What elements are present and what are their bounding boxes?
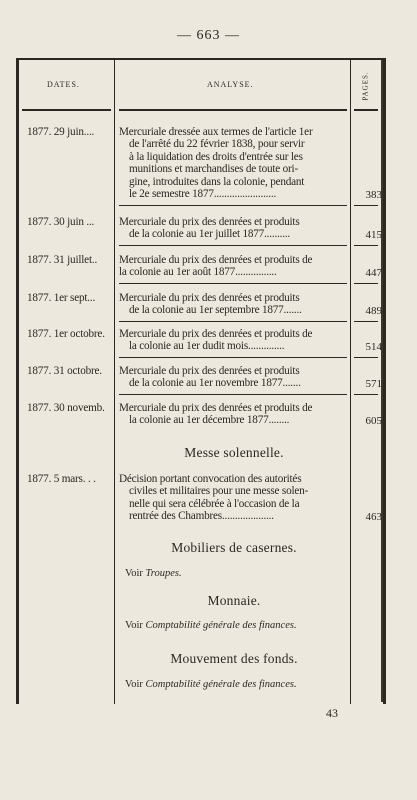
entry-analysis: Mercuriale dressée aux termes de l'article 1er de l'arrêté du 22 février 1838, pour servir à la liquidation des droits d'entrée sur les munitions et marchandises de toute ori- gine, introduites dans la colonie, pendant le 2e semestre 1877........................ [119, 126, 313, 201]
entry-analysis: Mercuriale du prix des denrées et produits de la colonie au 1er dudit mois.............. [119, 328, 313, 353]
index-table [16, 58, 386, 704]
row-rule [354, 394, 378, 395]
section-title-mobiliers: Mobiliers de casernes. [171, 540, 297, 555]
section-title-messe: Messe solennelle. [184, 445, 284, 460]
entry-page: 605 [365, 415, 382, 427]
header-rule-pages [354, 109, 378, 111]
entry-analysis: Mercuriale du prix des denrées et produits de la colonie au 1er juillet 1877.......... [119, 216, 300, 241]
header-dates: DATES. [47, 80, 80, 89]
see-reference: Voir Troupes. [125, 568, 182, 579]
entry-date: 1877. 30 novemb. [27, 402, 105, 414]
entry-page: 447 [365, 267, 382, 279]
signature-number: 43 [326, 706, 338, 720]
section-title-mouvement: Mouvement des fonds. [170, 651, 298, 666]
row-rule [119, 245, 347, 246]
entry-page: 415 [365, 229, 382, 241]
row-rule [354, 205, 378, 206]
entry-date: 1877. 29 juin.... [27, 126, 95, 138]
row-rule [119, 283, 347, 284]
entry-analysis: Mercuriale du prix des denrées et produits de la colonie au 1er septembre 1877....... [119, 292, 302, 317]
section-title-monnaie: Monnaie. [207, 593, 261, 608]
entry-date: 1877. 31 octobre. [27, 365, 102, 377]
row-rule [354, 321, 378, 322]
row-rule [119, 205, 347, 206]
entry-page: 383 [365, 189, 382, 201]
see-reference: Voir Comptabilité générale des finances. [125, 620, 297, 631]
row-rule [354, 283, 378, 284]
row-rule [119, 321, 347, 322]
row-rule [119, 357, 347, 358]
header-analyse: ANALYSE. [207, 80, 254, 89]
entry-page: 514 [365, 341, 382, 353]
entry-date: 1877. 1er sept... [27, 292, 96, 304]
entry-date: 1877. 1er octobre. [27, 328, 105, 340]
row-rule [119, 394, 347, 395]
page-number: — 663 — [177, 28, 240, 43]
entry-analysis: Mercuriale du prix des denrées et produits de la colonie au 1er août 1877................ [119, 254, 313, 279]
header-pages: PAGES. [362, 71, 370, 101]
entry-date: 1877. 31 juillet.. [27, 254, 98, 266]
header-rule-dates [22, 109, 111, 111]
row-rule [354, 357, 378, 358]
row-rule [354, 245, 378, 246]
entry-page: 571 [365, 378, 382, 390]
entry-date: 1877. 30 juin ... [27, 216, 95, 228]
column-divider-pages [350, 60, 351, 704]
header-rule-analyse [119, 109, 347, 111]
entry-analysis: Décision portant convocation des autorités civiles et militaires pour une messe solen- nelle qui sera célébrée à l'occasion de la rentrée des Chambres.................... [119, 473, 309, 523]
column-divider-dates [114, 60, 115, 704]
entry-analysis: Mercuriale du prix des denrées et produits de la colonie au 1er novembre 1877....... [119, 365, 301, 390]
entry-page: 489 [365, 305, 382, 317]
entry-analysis: Mercuriale du prix des denrées et produits de la colonie au 1er décembre 1877........ [119, 402, 313, 427]
entry-date: 1877. 5 mars. . . [27, 473, 96, 485]
entry-page: 463 [365, 511, 382, 523]
see-reference: Voir Comptabilité générale des finances. [125, 679, 297, 690]
